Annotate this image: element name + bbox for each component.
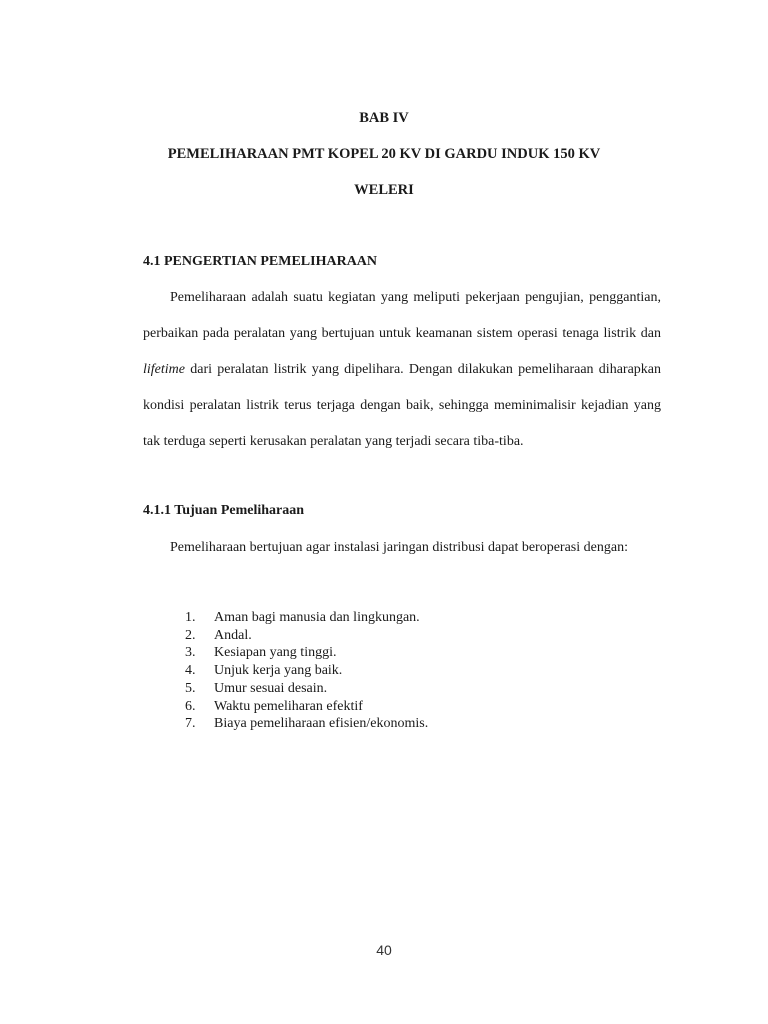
paragraph-italic-term: lifetime [143, 362, 185, 377]
section-4-1-1-paragraph: Pemeliharaan bertujuan agar instalasi jaringan distribusi dapat beroperasi dengan: [170, 540, 628, 555]
chapter-title-line-2: WELERI [354, 182, 414, 198]
list-item-text: Kesiapan yang tinggi. [214, 645, 337, 661]
list-item-number: 3. [185, 645, 196, 661]
list-item-text: Unjuk kerja yang baik. [214, 663, 343, 679]
list-item-number: 1. [185, 610, 196, 625]
list-item-text: Biaya pemeliharaan efisien/ekonomis. [214, 716, 429, 732]
list-item-number: 2. [185, 627, 196, 643]
list-item-number: 6. [185, 698, 196, 714]
paragraph-text: dari peralatan listrik yang dipelihara. Dengan dilakukan pemeliharaan diharapkan kondisi peralatan listrik terus terjaga dengan baik, sehingga meminimalisir kejadian yang tak terduga seperti kerusakan peralatan yang terjadi secara tiba-tiba. [143, 362, 661, 449]
list-item [185, 627, 428, 645]
chapter-title-line-1: PEMELIHARAAN PMT KOPEL 20 KV DI GARDU INDUK 150 KV [167, 146, 601, 162]
chapter-label: BAB IV [359, 110, 409, 126]
list-item [185, 644, 428, 662]
section-heading-4-1: 4.1 PENGERTIAN PEMELIHARAAN [143, 254, 378, 269]
list-item-number: 5. [185, 680, 196, 696]
page-number: 40 [376, 942, 392, 958]
list-item [185, 609, 428, 627]
section-4-1-paragraph [143, 280, 661, 460]
list-item-number: 4. [185, 663, 196, 679]
list-item-text: Aman bagi manusia dan lingkungan. [214, 610, 420, 625]
list-item [185, 680, 428, 698]
list-item-text: Waktu pemeliharan efektif [214, 698, 363, 714]
list-item [185, 715, 428, 733]
list-item-number: 7. [185, 716, 196, 732]
goals-list [185, 609, 428, 733]
list-item [185, 662, 428, 680]
list-item-text: Umur sesuai desain. [214, 680, 328, 696]
section-heading-4-1-1: 4.1.1 Tujuan Pemeliharaan [143, 503, 305, 518]
paragraph-text: Pemeliharaan adalah suatu kegiatan yang meliputi pekerjaan pengujian, penggantian, perbaikan pada peralatan yang bertujuan untuk keamanan sistem operasi tenaga listrik dan [143, 290, 661, 341]
list-item [185, 698, 428, 716]
list-item-text: Andal. [214, 627, 252, 643]
